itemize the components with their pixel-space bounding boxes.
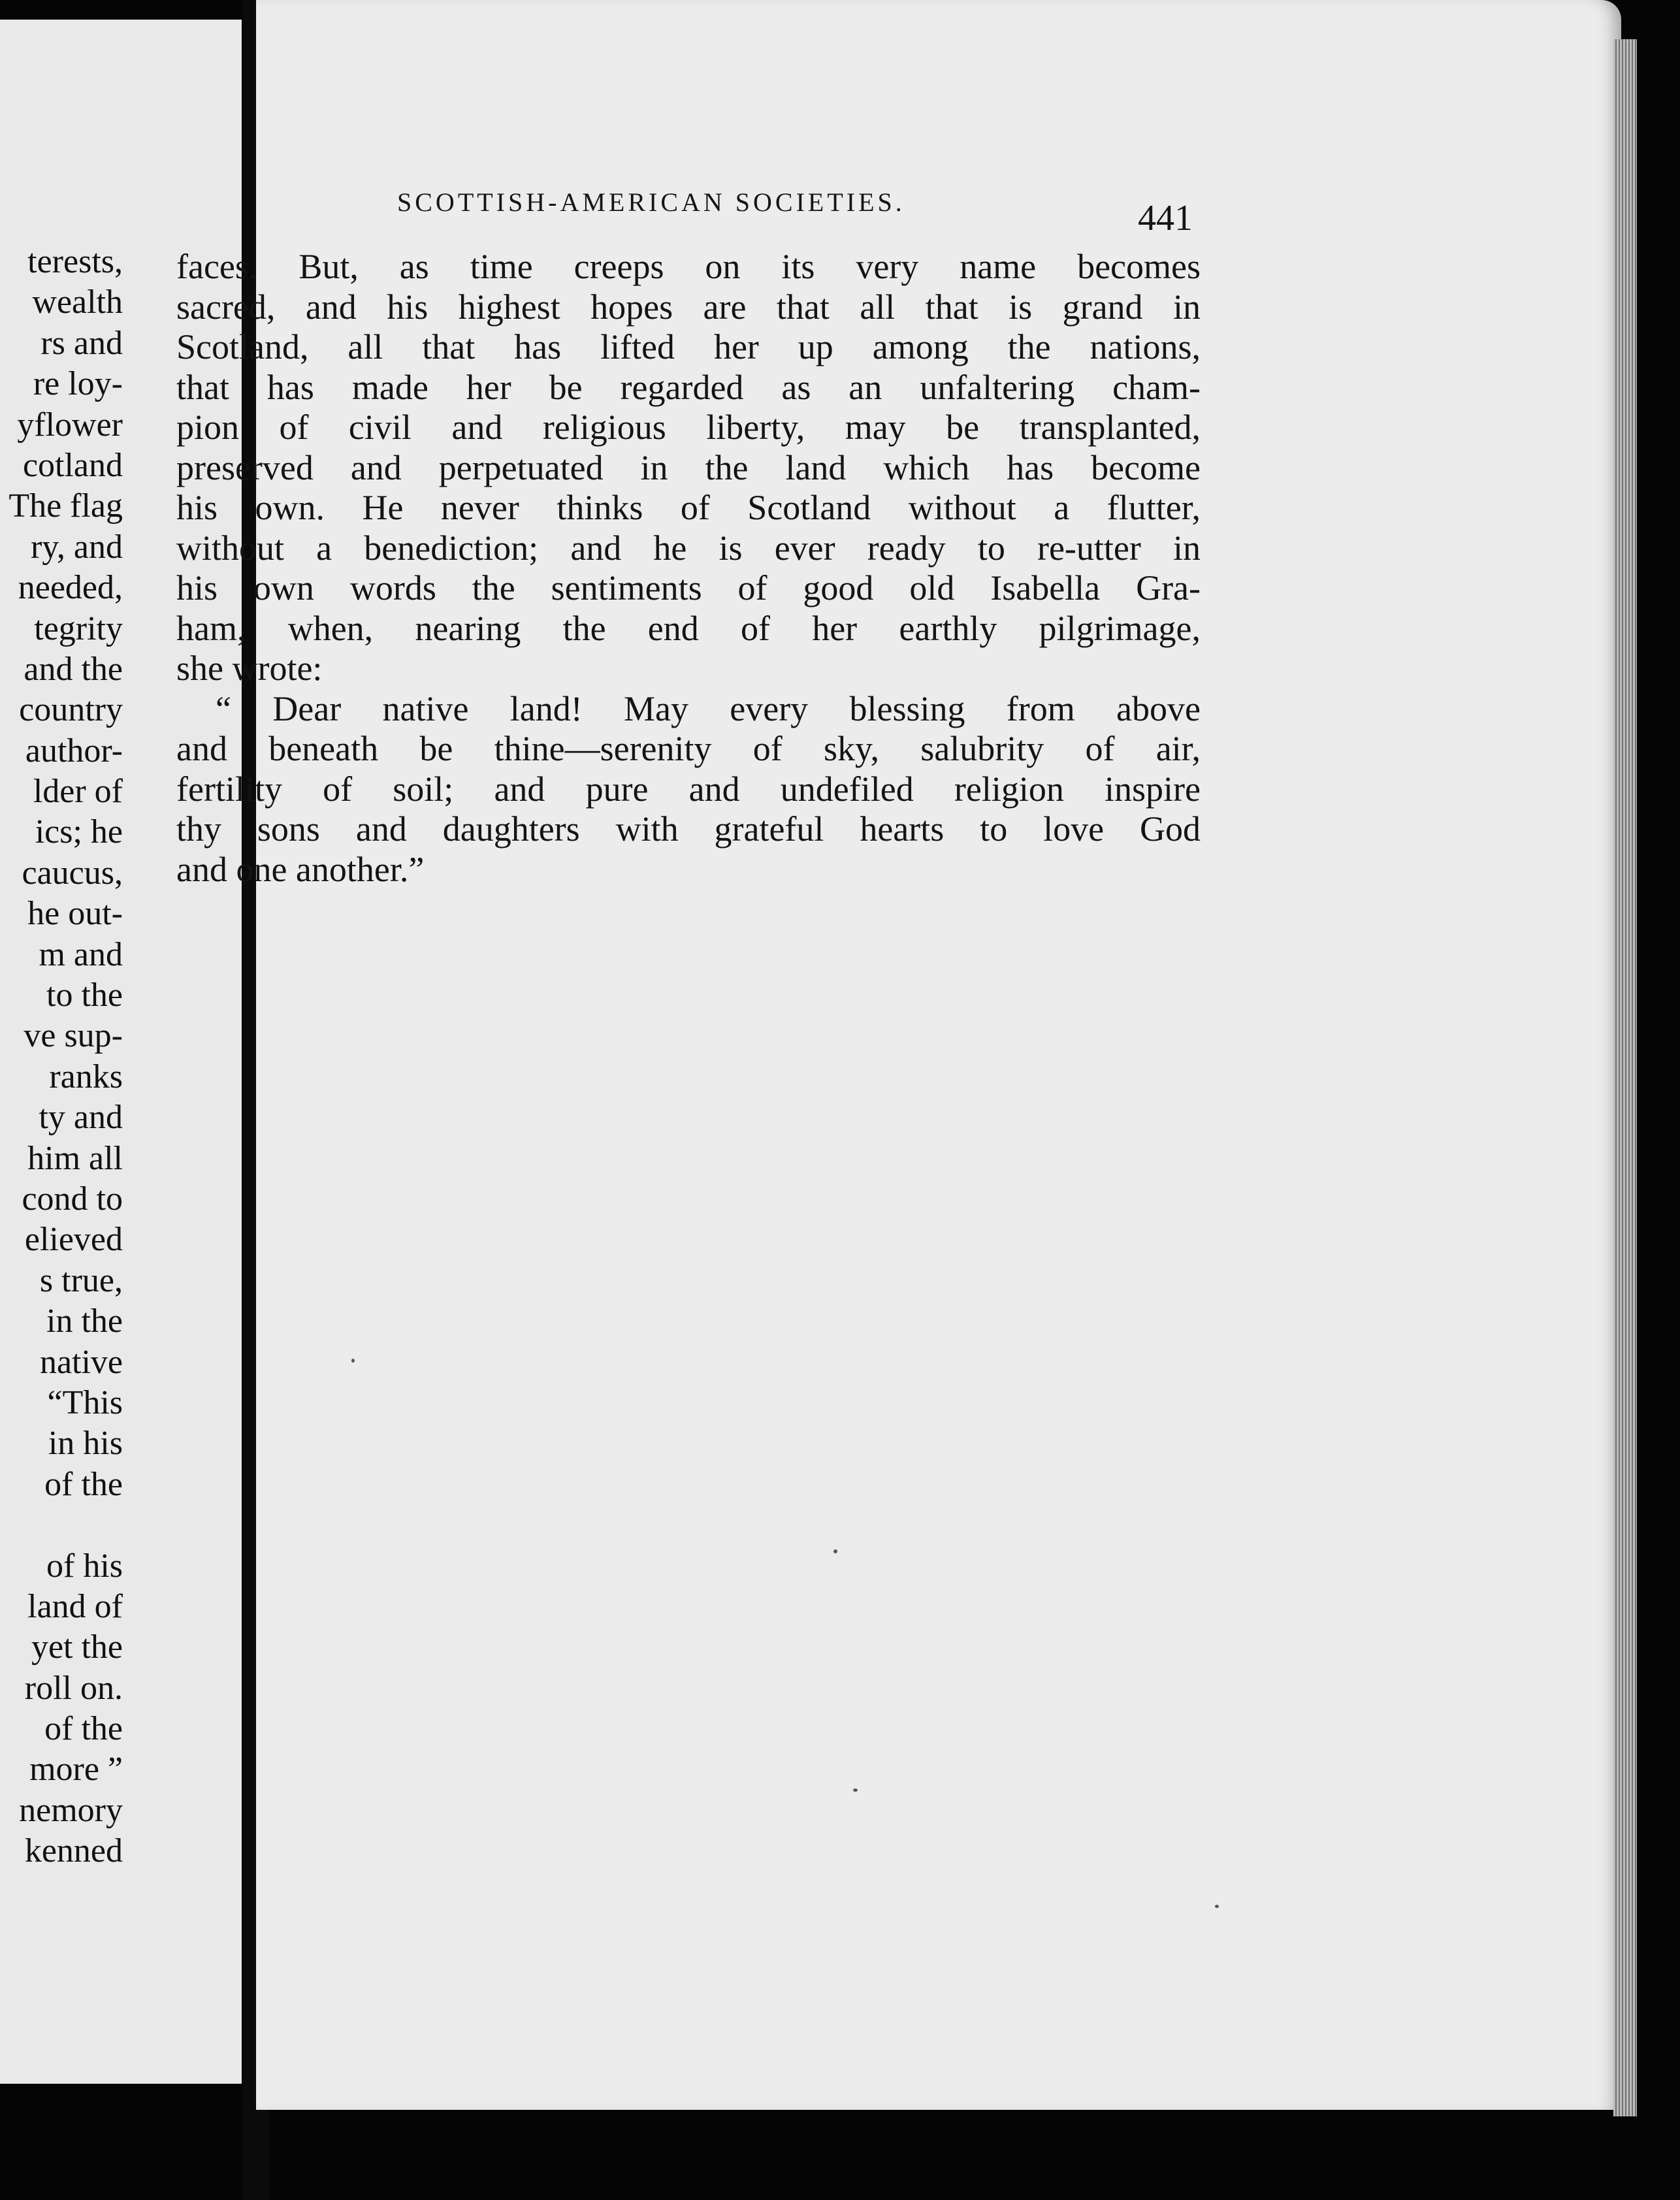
left-line: yflower: [17, 406, 123, 444]
left-line: tegrity: [34, 609, 123, 647]
scan-speck: [833, 1549, 837, 1553]
quote-line: and one another.”: [176, 849, 425, 889]
left-line: needed,: [18, 569, 123, 607]
text-line: his own. He never thinks of Scotland without a flutter,: [176, 488, 1201, 527]
text-line: his own words the sentiments of good old Isabella Gra-: [176, 568, 1201, 607]
page-number: 441: [1138, 198, 1193, 238]
left-line: country: [19, 691, 123, 729]
left-line: elieved: [24, 1221, 123, 1259]
left-line: and the: [24, 650, 123, 688]
left-line: yet the: [31, 1628, 123, 1666]
left-line: of his: [46, 1547, 123, 1585]
left-line: kenned: [24, 1832, 123, 1870]
left-line: lder of: [33, 773, 123, 811]
text-line: preserved and perpetuated in the land which has become: [176, 447, 1201, 487]
left-line: “This: [47, 1383, 123, 1421]
left-line: wealth: [32, 283, 123, 321]
left-line: more ”: [29, 1751, 123, 1788]
quote-line: fertility of soil; and pure and undefiled religion inspire: [176, 769, 1201, 809]
left-line: roll on.: [24, 1669, 123, 1707]
left-line: ty and: [39, 1099, 123, 1137]
page-edges: [1613, 39, 1637, 2116]
left-line: nemory: [19, 1791, 123, 1829]
quote-line: “ Dear native land! May every blessing from above: [216, 688, 1201, 728]
text-line: faces. But, as time creeps on its very name becomes: [176, 247, 1201, 286]
left-line: [8, 1505, 123, 1545]
left-line: re loy-: [33, 365, 123, 403]
left-line: land of: [27, 1587, 123, 1625]
text-line: ham, when, nearing the end of her earthly pilgrimage,: [176, 608, 1201, 648]
left-line: ry, and: [30, 528, 123, 566]
running-head: SCOTTISH-AMERICAN SOCIETIES.: [397, 187, 905, 217]
left-line: in the: [46, 1302, 123, 1340]
scan-speck: [853, 1788, 858, 1792]
left-line: of the: [44, 1710, 123, 1748]
quote-line: thy sons and daughters with grateful hearts to love God: [176, 809, 1201, 849]
left-line: cond to: [22, 1180, 123, 1218]
left-line: m and: [39, 935, 123, 973]
left-line: he out-: [27, 895, 123, 933]
left-line: to the: [46, 977, 123, 1014]
left-line: him all: [27, 1139, 123, 1177]
left-line: author-: [25, 732, 123, 769]
left-line: terests,: [27, 243, 123, 280]
left-line: ranks: [49, 1058, 123, 1095]
text-line: she wrote:: [176, 649, 323, 688]
quote-line: and beneath be thine—serenity of sky, salubrity of air,: [176, 729, 1201, 768]
scan-speck: [351, 1359, 355, 1363]
left-line: native: [39, 1343, 123, 1381]
left-line: in his: [48, 1425, 123, 1463]
left-line: The flag: [8, 487, 123, 525]
text-line: sacred, and his highest hopes are that all that is grand in: [176, 287, 1201, 327]
scan-speck: [1215, 1905, 1219, 1908]
text-line: that has made her be regarded as an unfaltering cham-: [176, 367, 1201, 407]
left-line: caucus,: [22, 854, 123, 892]
left-line: rs and: [40, 324, 123, 362]
body-text: [176, 247, 1201, 890]
left-line: ics; he: [35, 813, 123, 851]
text-line: without a benediction; and he is ever ready to re-utter in: [176, 528, 1201, 568]
left-line: of the: [44, 1465, 123, 1503]
left-line: s true,: [39, 1261, 123, 1299]
left-page-text: [8, 242, 123, 1872]
text-line: pion of civil and religious liberty, may be transplanted,: [176, 408, 1201, 447]
left-line: cotland: [22, 446, 123, 484]
text-line: Scotland, all that has lifted her up among the nations,: [176, 327, 1201, 366]
left-line: ve sup-: [24, 1017, 123, 1055]
